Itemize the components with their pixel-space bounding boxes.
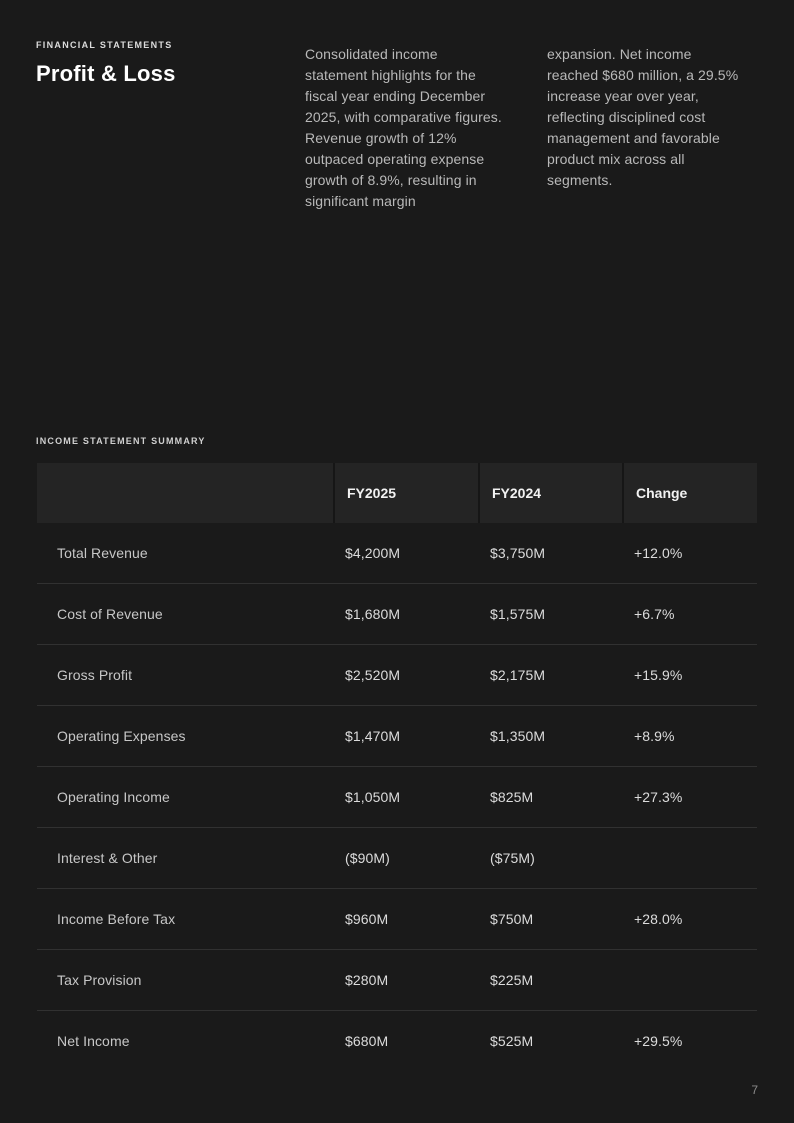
row-label: Cost of Revenue (57, 606, 163, 622)
column-header-blank (37, 463, 333, 523)
cell-fy2024: $825M (490, 789, 534, 805)
column-header-fy2024: FY2024 (478, 463, 622, 523)
table-row (37, 705, 757, 766)
cell-change: +6.7% (634, 606, 675, 622)
table-section-label: INCOME STATEMENT SUMMARY (36, 436, 206, 446)
row-label: Interest & Other (57, 850, 158, 866)
cell-fy2025: $1,680M (345, 606, 401, 622)
cell-fy2024: $3,750M (490, 545, 546, 561)
table-header-row (37, 463, 757, 523)
page-number: 7 (751, 1083, 758, 1097)
cell-change: +8.9% (634, 728, 675, 744)
table-row (37, 583, 757, 644)
cell-change: +28.0% (634, 911, 683, 927)
cell-change: +15.9% (634, 667, 683, 683)
cell-fy2024: $525M (490, 1033, 534, 1049)
table-row (37, 827, 757, 888)
cell-fy2025: $1,470M (345, 728, 401, 744)
row-label: Gross Profit (57, 667, 133, 683)
cell-fy2024: ($75M) (490, 850, 535, 866)
table-row (37, 644, 757, 705)
cell-change: +27.3% (634, 789, 683, 805)
table-row (37, 766, 757, 827)
cell-fy2025: ($90M) (345, 850, 390, 866)
income-statement-table (37, 463, 757, 1071)
table-row (37, 888, 757, 949)
row-label: Operating Income (57, 789, 170, 805)
cell-change: +12.0% (634, 545, 683, 561)
cell-fy2024: $1,350M (490, 728, 546, 744)
table-row (37, 1010, 757, 1071)
row-label: Net Income (57, 1033, 130, 1049)
page-header (36, 41, 758, 212)
cell-fy2025: $1,050M (345, 789, 401, 805)
cell-fy2024: $225M (490, 972, 534, 988)
column-header-fy2025: FY2025 (333, 463, 478, 523)
intro-paragraph-column-2: expansion. Net income reached $680 million, a 29.5% increase year over year, reflecting disciplined cost management and favorable product mix across all segments. (547, 46, 739, 188)
row-label: Tax Provision (57, 972, 142, 988)
income-statement-section (36, 437, 757, 1071)
cell-fy2025: $280M (345, 972, 389, 988)
cell-fy2025: $680M (345, 1033, 389, 1049)
cell-fy2025: $4,200M (345, 545, 401, 561)
cell-fy2024: $2,175M (490, 667, 546, 683)
page-title: Profit & Loss (36, 61, 176, 86)
row-label: Income Before Tax (57, 911, 176, 927)
section-eyebrow: FINANCIAL STATEMENTS (36, 40, 173, 50)
row-label: Total Revenue (57, 545, 148, 561)
intro-paragraph-column-1: Consolidated income statement highlights for the fiscal year ending December 2025, with comparative figures. Revenue growth of 12% outpaced operating expense growth of 8.9%, resulting in significant margin (305, 46, 502, 209)
table-body (37, 523, 757, 1071)
cell-change: +29.5% (634, 1033, 683, 1049)
cell-fy2025: $960M (345, 911, 389, 927)
title-block (36, 41, 305, 86)
column-header-change: Change (622, 463, 757, 523)
cell-fy2024: $750M (490, 911, 534, 927)
cell-fy2025: $2,520M (345, 667, 401, 683)
table-row (37, 949, 757, 1010)
table-row (37, 523, 757, 583)
cell-fy2024: $1,575M (490, 606, 546, 622)
row-label: Operating Expenses (57, 728, 186, 744)
